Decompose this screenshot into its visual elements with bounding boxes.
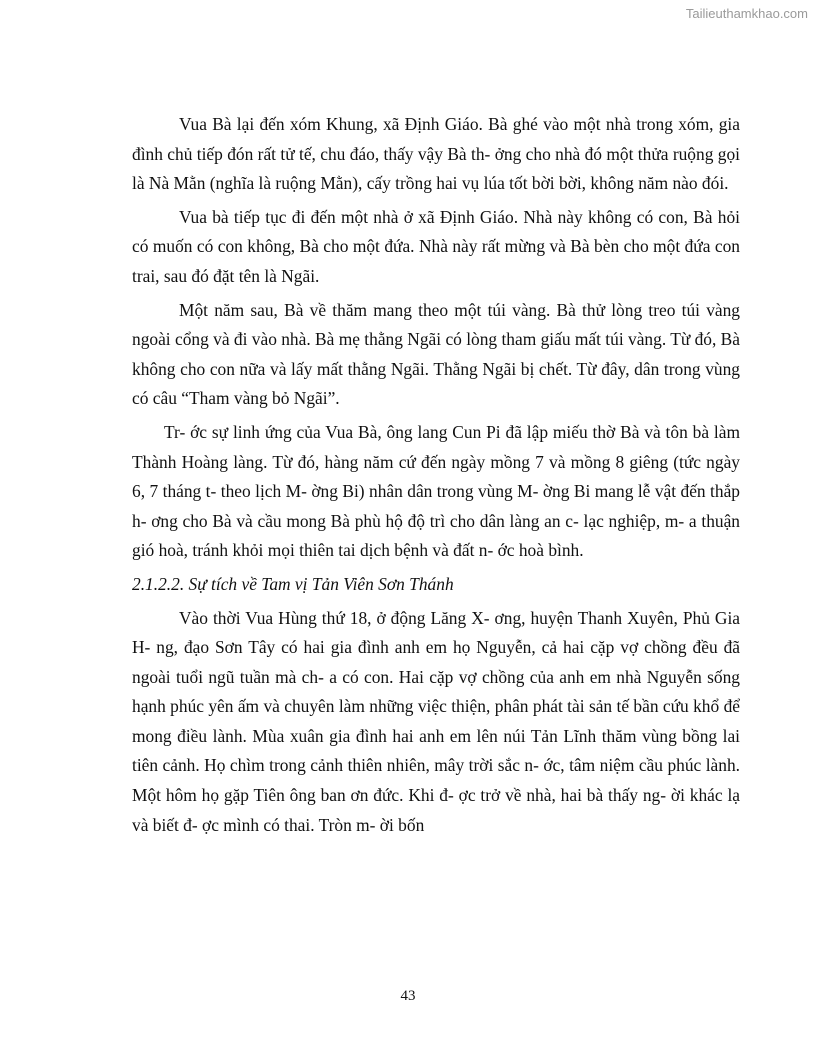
paragraph-2: Vua bà tiếp tục đi đến một nhà ở xã Định Giáo. Nhà này không có con, Bà hỏi có muốn có con không, Bà cho một đứa. Nhà này rất mừng và Bà bèn cho một đứa con trai, sau đó đặt tên là Ngãi. bbox=[132, 206, 740, 286]
paragraph-1: Vua Bà lại đến xóm Khung, xã Định Giáo. Bà ghé vào một nhà trong xóm, gia đình chủ tiếp đón rất tử tế, chu đáo, thấy vậy Bà th- ởng cho nhà đó một thửa ruộng gọi là Nà Mằn (nghĩa là ruộng Mằn), cấy trồng hai vụ lúa tốt bời bời, không năm nào đói. bbox=[132, 114, 740, 194]
paragraph-4: Tr- ớc sự linh ứng của Vua Bà, ông lang Cun Pi đã lập miếu thờ Bà và tôn bà làm Thành Hoàng làng. Từ đó, hàng năm cứ đến ngày mồng 7 và mồng 8 giêng (tức ngày 6, 7 tháng t- theo lịch M- ờng Bi) nhân dân trong vùng M- ờng Bi mang lễ vật đến thắp h- ơng cho Bà và cầu mong Bà phù hộ độ trì cho dân làng an c- lạc nghiệp, m- a thuận gió hoà, tránh khỏi mọi thiên tai dịch bệnh và đất n- ớc hoà bình. bbox=[132, 421, 740, 561]
paragraph-5: Vào thời Vua Hùng thứ 18, ở động Lăng X- ơng, huyện Thanh Xuyên, Phủ Gia H- ng, đạo Sơn Tây có hai gia đình anh em họ Nguyễn, cả hai cặp vợ chồng đều đã ngoài tuổi ngũ tuần mà ch- a có con. Hai cặp vợ chồng của anh em nhà Nguyễn sống hạnh phúc yên ấm và chuyên làm những việc thiện, phân phát tài sản tế bần cứu khổ để mong điều lành. Mùa xuân gia đình hai anh em lên núi Tản Lĩnh thăm vùng bồng lai tiên cảnh. Họ chìm trong cảnh thiên nhiên, mây trời sắc n- ớc, tâm niệm cầu phúc lành. Một hôm họ gặp Tiên ông ban ơn đức. Khi đ- ợc trở về nhà, hai bà thấy ng- ời khác lạ và biết đ- ợc mình có thai. Tròn m- ời bốn bbox=[132, 607, 740, 835]
watermark: Tailieuthamkhao.com bbox=[685, 6, 808, 21]
page-number: 43 bbox=[400, 988, 416, 1004]
page-body bbox=[132, 110, 740, 840]
section-heading: 2.1.2.2. Sự tích về Tam vị Tản Viên Sơn Thánh bbox=[132, 573, 454, 594]
paragraph-3: Một năm sau, Bà về thăm mang theo một túi vàng. Bà thử lòng treo túi vàng ngoài cổng và đi vào nhà. Bà mẹ thằng Ngãi có lòng tham giấu mất túi vàng. Từ đó, Bà không cho con nữa và lấy mất thằng Ngãi. Thằng Ngãi bị chết. Từ đây, dân trong vùng có câu “Tham vàng bỏ Ngãi”. bbox=[132, 299, 740, 409]
